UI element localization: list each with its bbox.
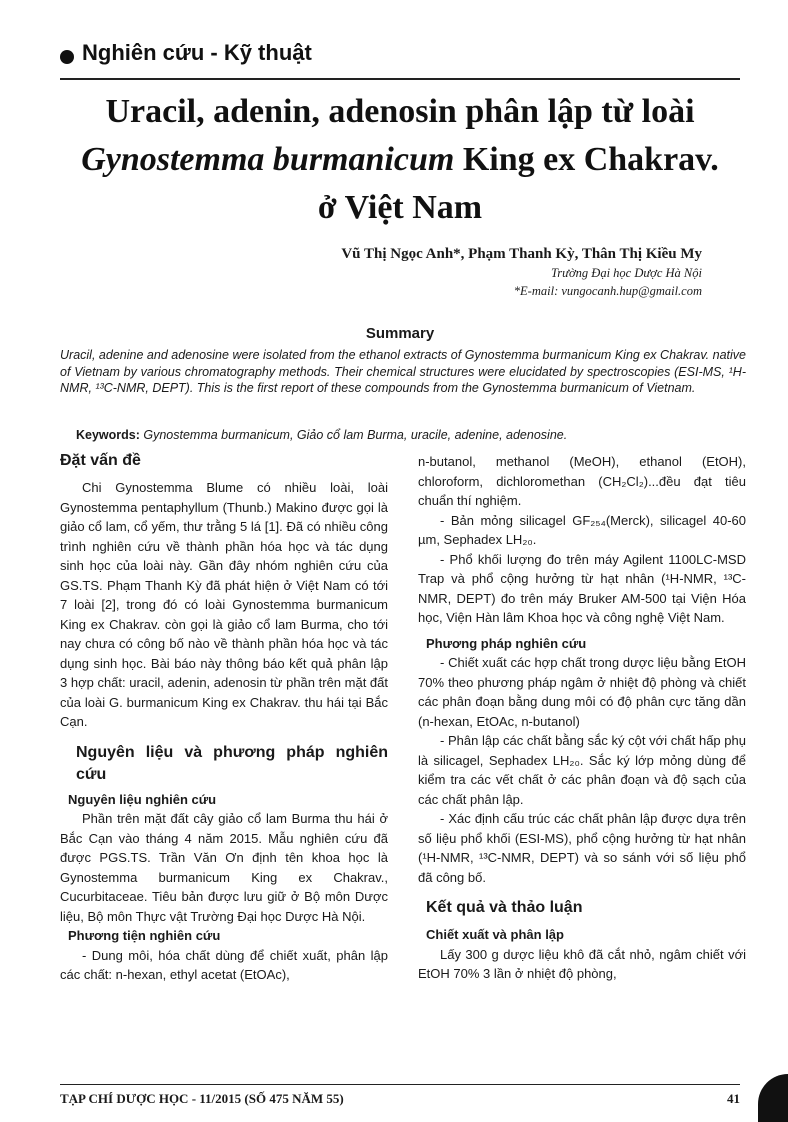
title-species: Gynostemma burmanicum (81, 141, 455, 178)
solvents-paragraph: n-butanol, methanol (MeOH), ethanol (EtOH), chloroform, dichloromethan (CH₂Cl₂)...đều đạt tiêu chuẩn thí nghiệm. (418, 454, 746, 508)
heading-methods: Phương pháp nghiên cứu (426, 635, 587, 651)
heading-materials: Nguyên liệu nghiên cứu (68, 791, 217, 807)
heading-introduction: Đặt vấn đề (60, 452, 141, 469)
journal-name: TẠP CHÍ DƯỢC HỌC - 11/2015 (SỐ 475 NĂM 55) (60, 1091, 344, 1106)
title-line-1: Uracil, adenin, adenosin phân lập từ loài (105, 93, 695, 130)
article-title (60, 88, 740, 232)
authors: Vũ Thị Ngọc Anh*, Phạm Thanh Kỳ, Thân Thị Kiều My (341, 246, 702, 262)
title-line-2 (60, 136, 740, 184)
intro-paragraph: Chi Gynostemma Blume có nhiều loài, loài Gynostemma pentaphyllum (Thunb.) Makino được gọi là giảo cổ lam, cổ yếm, thư trằng 5 lá [1]. Đã có nhiều công trình nghiên cứu về thành phần hóa học và tác dụng sinh học của loài này. Gần đây nhóm nghiên cứu của GS.TS. Phạm Thanh Kỳ đã phát hiện ở Việt Nam có tới 7 loài [2], trong đó có loài Gynostemma burmanicum King ex Chakrav. còn gọi là giảo cổ lam Burma, cho tới nay chưa có công bố nào về thành phần hóa học và tác dụng sinh học. Bài báo này thông báo kết quả phân lập 3 hợp chất: uracil, adenin, adenosin từ phần trên mặt đất của loài G. burmanicum King ex Chakrav. thu hái tại Bắc Cạn. (60, 480, 388, 729)
tlc-paragraph: - Bản mỏng silicagel GF₂₅₄(Merck), silicagel 40-60 µm, Sephadex LH₂₀. (418, 512, 746, 547)
spectra-paragraph: - Phổ khối lượng đo trên máy Agilent 1100LC-MSD Trap và phổ cộng hưởng từ hạt nhân (¹H-NMR, ¹³C-NMR, DEPT) đo trên máy Bruker AM-500 tại Viện Hóa học, Viện Hàn lâm Khoa học và công nghệ Việt Nam. (418, 551, 746, 625)
author-email: *E-mail: vungocanh.hup@gmail.com (513, 284, 702, 298)
isolation-paragraph: - Phân lập các chất bằng sắc ký cột với chất hấp phụ là silicagel, Sephadex LH₂₀. Sắc ký lớp mỏng dùng để kiểm tra các vết chất ở các phân đoạn và độ sạch của các chất phân lập. (418, 733, 746, 807)
section-header (60, 38, 740, 80)
heading-extraction-isolation: Chiết xuất và phân lập (426, 927, 564, 942)
extraction-paragraph: - Chiết xuất các hợp chất trong dược liệu bằng EtOH 70% theo phương pháp ngâm ở nhiệt độ phòng và chiết các phân đoạn bằng dung môi có độ phân cực tăng dần (n-hexan, EtOAc, n-butanol) (418, 655, 746, 729)
right-column (418, 452, 746, 984)
page-footer (60, 1084, 740, 1106)
heading-materials-methods: Nguyên liệu và phương pháp nghiên cứu (76, 743, 388, 783)
heading-results: Kết quả và thảo luận (426, 899, 583, 916)
equipment-paragraph: - Dung môi, hóa chất dùng để chiết xuất, phân lập các chất: n-hexan, ethyl acetat (EtOAc), (60, 947, 388, 982)
summary-heading: Summary (365, 325, 435, 342)
keywords-label: Keywords: (76, 428, 140, 442)
results-paragraph: Lấy 300 g dược liệu khô đã cắt nhỏ, ngâm chiết với EtOH 70% 3 lần ở nhiệt độ phòng, (418, 946, 746, 981)
summary-body: Uracil, adenine and adenosine were isolated from the ethanol extracts of Gynostemma burmanicum King ex Chakrav. native of Vietnam by various chromatography methods. Their chemical structures were elucidated by spectroscopies (ESI-MS, ¹H-NMR, ¹³C-NMR, DEPT). This is the first report of these compounds from the Gynostemma burmanicum of Vietnam. (60, 348, 746, 395)
heading-equipment: Phương tiện nghiên cứu (68, 928, 221, 943)
left-column (60, 450, 388, 985)
affiliation: Trường Đại học Dược Hà Nội (551, 266, 702, 280)
keywords-list: Gynostemma burmanicum, Giảo cổ lam Burma, uracile, adenine, adenosine. (139, 428, 568, 442)
title-authority: King ex Chakrav. (454, 141, 719, 178)
section-title: Nghiên cứu - Kỹ thuật (82, 40, 312, 65)
page-number: 41 (727, 1091, 740, 1106)
bullet-icon (60, 50, 74, 64)
title-line-3: ở Việt Nam (317, 189, 483, 226)
structure-paragraph: - Xác định cấu trúc các chất phân lập được dựa trên số liệu phổ khối (ESI-MS), phổ cộng hưởng từ hạt nhân (¹H-NMR, ¹³C-NMR, DEPT) và so sánh với số liệu phổ đã công bố. (418, 811, 746, 885)
materials-paragraph: Phần trên mặt đất cây giảo cổ lam Burma thu hái ở Bắc Cạn vào tháng 4 năm 2015. Mẫu nghiên cứu đã được PGS.TS. Trần Văn Ơn định tên khoa học là Gynostemma burmanicum King ex Chakrav., Cucurbitaceae. Tiêu bản được lưu giữ ở Bộ môn Dược liệu, Bộ môn Thực vật Trường Đại học Dược Hà Nội. (60, 811, 388, 924)
keywords (76, 428, 746, 442)
corner-decoration (758, 1074, 788, 1122)
